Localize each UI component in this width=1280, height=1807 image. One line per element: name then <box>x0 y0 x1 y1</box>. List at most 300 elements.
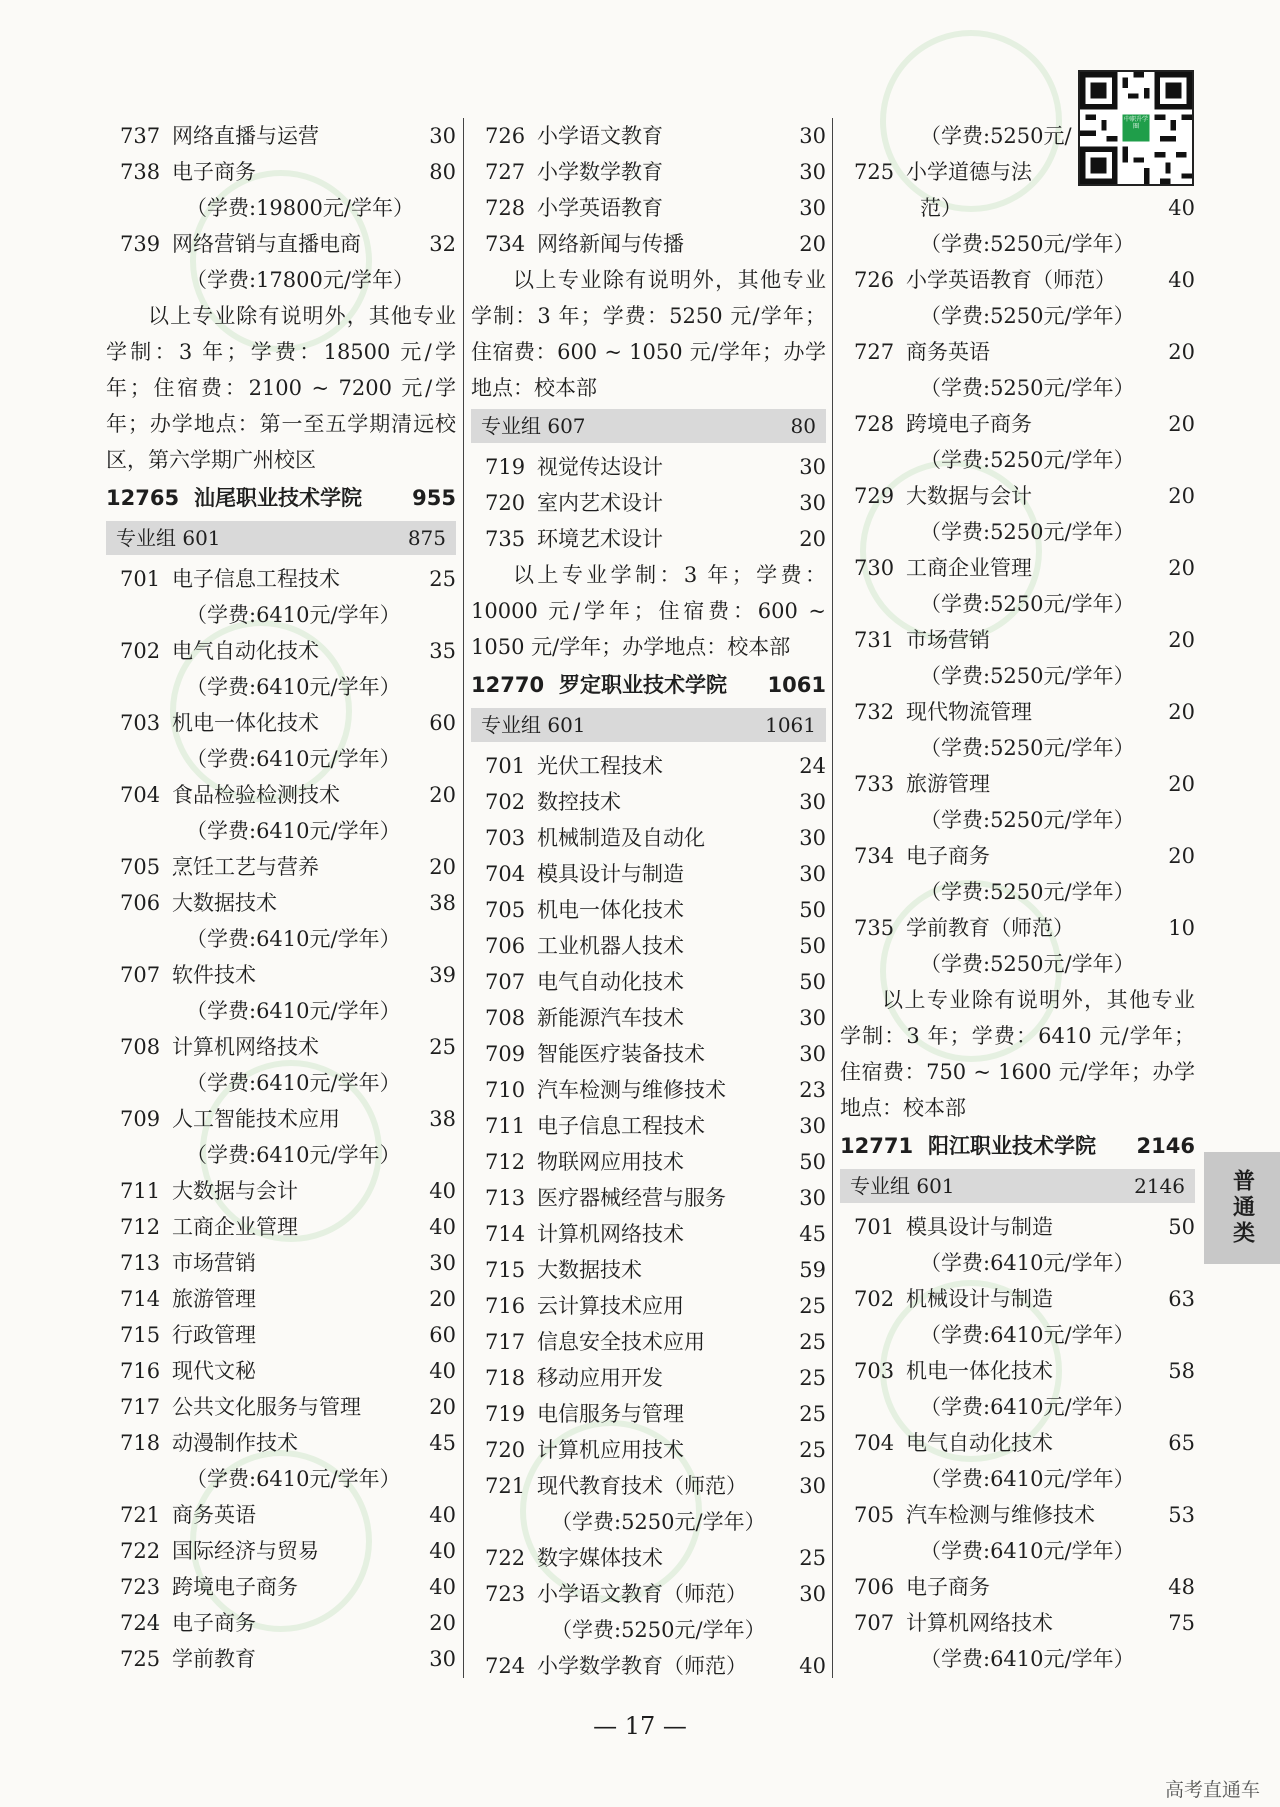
program-name: 室内艺术设计 <box>537 491 663 515</box>
program-quota: 25 <box>799 1366 826 1390</box>
program-quota: 30 <box>799 124 826 148</box>
program-name: 小学语文教育（师范） <box>537 1582 747 1606</box>
program-code: 713 <box>120 1251 161 1275</box>
program-row <box>471 1360 826 1396</box>
program-name: 机械设计与制造 <box>906 1287 1053 1311</box>
program-name: 小学英语教育 <box>537 196 663 220</box>
program-quota: 39 <box>429 963 456 987</box>
program-code: 729 <box>854 484 895 508</box>
school-header <box>471 665 826 705</box>
program-name-tail: 范） <box>920 196 962 220</box>
school-name: 阳江职业技术学院 <box>928 1134 1096 1158</box>
tuition-note: （学费:5250元/学年） <box>920 232 1135 256</box>
program-quota: 40 <box>799 1654 826 1678</box>
program-quota: 30 <box>799 1186 826 1210</box>
program-code: 705 <box>485 898 526 922</box>
program-name: 跨境电子商务 <box>172 1575 298 1599</box>
program-name: 机械制造及自动化 <box>537 826 705 850</box>
program-code: 701 <box>120 567 161 591</box>
program-code: 706 <box>485 934 526 958</box>
program-row <box>106 118 456 154</box>
program-quota: 63 <box>1168 1287 1195 1311</box>
program-code: 720 <box>485 491 526 515</box>
tuition-note: （学费:6410元/学年） <box>186 999 401 1023</box>
tuition-note: （学费:6410元/学年） <box>920 1539 1135 1563</box>
program-quota: 20 <box>429 1395 456 1419</box>
program-code: 707 <box>485 970 526 994</box>
program-name: 视觉传达设计 <box>537 455 663 479</box>
program-name: 人工智能技术应用 <box>172 1107 340 1131</box>
program-quota: 50 <box>799 934 826 958</box>
major-group-name: 专业组 601 <box>850 1174 955 1198</box>
program-code: 701 <box>854 1215 895 1239</box>
program-quota: 58 <box>1168 1359 1195 1383</box>
program-code: 728 <box>485 196 526 220</box>
program-quota: 30 <box>799 1582 826 1606</box>
program-row <box>840 478 1195 514</box>
program-code: 722 <box>485 1546 526 1570</box>
notes-paragraph: 以上专业学制：3 年；学费：10000 元/学年；住宿费：600 ~ 1050 元/学年；办学地点：校本部 <box>471 563 826 659</box>
program-code: 731 <box>854 628 895 652</box>
program-row <box>471 820 826 856</box>
program-code: 735 <box>485 527 526 551</box>
program-name: 机电一体化技术 <box>172 711 319 735</box>
program-code: 707 <box>120 963 161 987</box>
program-name: 医疗器械经营与服务 <box>537 1186 726 1210</box>
program-row <box>840 766 1195 802</box>
program-code: 711 <box>485 1114 526 1138</box>
program-quota: 80 <box>429 160 456 184</box>
program-code: 705 <box>120 855 161 879</box>
program-code: 739 <box>120 232 161 256</box>
program-quota: 38 <box>429 891 456 915</box>
program-quota: 38 <box>429 1107 456 1131</box>
program-name: 大数据技术 <box>172 891 277 915</box>
program-name: 机电一体化技术 <box>537 898 684 922</box>
program-quota: 25 <box>429 567 456 591</box>
program-row <box>106 1245 456 1281</box>
program-row <box>471 1036 826 1072</box>
program-code: 735 <box>854 916 895 940</box>
program-name: 汽车检测与维修技术 <box>906 1503 1095 1527</box>
program-name: 智能医疗装备技术 <box>537 1042 705 1066</box>
program-code: 718 <box>120 1431 161 1455</box>
program-row <box>471 485 826 521</box>
program-code: 738 <box>120 160 161 184</box>
tuition-note: （学费:5250元/学年） <box>551 1618 766 1642</box>
program-row <box>471 1396 826 1432</box>
major-group-quota: 80 <box>790 414 816 438</box>
program-row <box>471 226 826 262</box>
program-row <box>471 1540 826 1576</box>
program-code: 718 <box>485 1366 526 1390</box>
program-code: 721 <box>120 1503 161 1527</box>
program-name: 国际经济与贸易 <box>172 1539 319 1563</box>
program-code: 725 <box>120 1647 161 1671</box>
program-name: 云计算技术应用 <box>537 1294 684 1318</box>
program-row <box>471 154 826 190</box>
program-name: 计算机网络技术 <box>172 1035 319 1059</box>
tuition-note: （学费:6410元/学年） <box>920 1251 1135 1275</box>
tuition-note: （学费:5250元/学年） <box>920 736 1135 760</box>
program-quota: 53 <box>1168 1503 1195 1527</box>
program-row <box>471 1144 826 1180</box>
program-name: 计算机应用技术 <box>537 1438 684 1462</box>
program-quota: 48 <box>1168 1575 1195 1599</box>
program-row <box>106 1101 456 1137</box>
program-row <box>471 964 826 1000</box>
tuition-note: （学费:6410元/学年） <box>186 1467 401 1491</box>
program-row <box>840 1497 1195 1533</box>
program-code: 730 <box>854 556 895 580</box>
program-quota: 20 <box>429 855 456 879</box>
tuition-note: （学费:6410元/学年） <box>186 603 401 627</box>
program-quota: 60 <box>429 711 456 735</box>
program-code: 701 <box>485 754 526 778</box>
program-code: 726 <box>485 124 526 148</box>
program-code: 702 <box>854 1287 895 1311</box>
program-name: 数字媒体技术 <box>537 1546 663 1570</box>
program-code: 707 <box>854 1611 895 1635</box>
program-row <box>106 226 456 262</box>
program-name: 跨境电子商务 <box>906 412 1032 436</box>
program-row <box>106 1389 456 1425</box>
program-quota: 20 <box>1168 844 1195 868</box>
program-row <box>471 1108 826 1144</box>
notes-paragraph: 以上专业除有说明外，其他专业学制：3 年；学费：6410 元/学年；住宿费：750 ~ 1600 元/学年；办学地点：校本部 <box>840 988 1195 1120</box>
program-code: 712 <box>120 1215 161 1239</box>
program-name: 现代教育技术（师范） <box>537 1474 747 1498</box>
program-code: 726 <box>854 268 895 292</box>
program-row <box>471 1000 826 1036</box>
program-row <box>106 1497 456 1533</box>
program-quota: 25 <box>799 1402 826 1426</box>
program-name: 公共文化服务与管理 <box>172 1395 361 1419</box>
program-name: 计算机网络技术 <box>537 1222 684 1246</box>
major-group-bar <box>840 1169 1195 1203</box>
program-row <box>471 1648 826 1684</box>
program-name: 旅游管理 <box>906 772 990 796</box>
program-name: 软件技术 <box>172 963 256 987</box>
program-code: 725 <box>854 160 895 184</box>
program-quota: 20 <box>1168 628 1195 652</box>
program-code: 703 <box>485 826 526 850</box>
program-quota: 40 <box>429 1575 456 1599</box>
program-name: 物联网应用技术 <box>537 1150 684 1174</box>
program-row <box>106 1569 456 1605</box>
program-row <box>106 1281 456 1317</box>
program-row <box>471 856 826 892</box>
program-quota: 20 <box>1168 340 1195 364</box>
program-quota: 59 <box>799 1258 826 1282</box>
program-code: 715 <box>120 1323 161 1347</box>
program-code: 708 <box>120 1035 161 1059</box>
school-quota: 2146 <box>1136 1134 1195 1158</box>
program-row <box>840 694 1195 730</box>
school-code: 12765 <box>106 486 180 510</box>
program-name: 行政管理 <box>172 1323 256 1347</box>
major-group-quota: 2146 <box>1134 1174 1185 1198</box>
program-name: 烹饪工艺与营养 <box>172 855 319 879</box>
program-row <box>106 1353 456 1389</box>
program-quota: 50 <box>799 898 826 922</box>
program-row <box>840 550 1195 586</box>
tuition-note: （学费:6410元/学年） <box>186 1143 401 1167</box>
program-quota: 40 <box>429 1539 456 1563</box>
tuition-note: （学费:6410元/学年） <box>186 1071 401 1095</box>
program-code: 712 <box>485 1150 526 1174</box>
program-name: 电气自动化技术 <box>537 970 684 994</box>
program-row <box>106 154 456 190</box>
program-row <box>471 1180 826 1216</box>
program-name: 机电一体化技术 <box>906 1359 1053 1383</box>
program-name: 网络直播与运营 <box>172 124 319 148</box>
program-row <box>106 849 456 885</box>
program-name: 大数据与会计 <box>172 1179 298 1203</box>
program-name: 电信服务与管理 <box>537 1402 684 1426</box>
program-row <box>840 334 1195 370</box>
tuition-note: （学费:5250元/学年） <box>551 1510 766 1534</box>
program-code: 723 <box>485 1582 526 1606</box>
program-code: 708 <box>485 1006 526 1030</box>
program-code: 704 <box>854 1431 895 1455</box>
major-group-bar <box>106 521 456 555</box>
program-quota: 50 <box>1168 1215 1195 1239</box>
tuition-note: （学费:5250元/学年） <box>920 592 1135 616</box>
program-quota: 40 <box>429 1503 456 1527</box>
program-quota: 30 <box>799 1474 826 1498</box>
program-row <box>840 910 1195 946</box>
program-quota: 25 <box>799 1330 826 1354</box>
program-code: 733 <box>854 772 895 796</box>
program-name: 网络营销与直播电商 <box>172 232 361 256</box>
program-row <box>106 1173 456 1209</box>
program-code: 727 <box>854 340 895 364</box>
program-code: 721 <box>485 1474 526 1498</box>
program-name: 计算机网络技术 <box>906 1611 1053 1635</box>
program-code: 723 <box>120 1575 161 1599</box>
tuition-note: （学费:6410元/学年） <box>920 1323 1135 1347</box>
program-name: 电子商务 <box>172 160 256 184</box>
program-row <box>840 262 1195 298</box>
program-quota: 23 <box>799 1078 826 1102</box>
program-row <box>106 1641 456 1677</box>
column-2 <box>471 118 826 1684</box>
category-tab: 普通类 <box>1204 1152 1280 1264</box>
major-group-bar <box>471 409 826 443</box>
program-name: 环境艺术设计 <box>537 527 663 551</box>
program-code: 709 <box>485 1042 526 1066</box>
program-name: 小学数学教育（师范） <box>537 1654 747 1678</box>
program-row <box>471 1576 826 1612</box>
program-quota: 30 <box>799 862 826 886</box>
program-code: 732 <box>854 700 895 724</box>
program-name: 市场营销 <box>906 628 990 652</box>
program-name: 小学数学教育 <box>537 160 663 184</box>
program-row <box>840 406 1195 442</box>
program-code: 719 <box>485 455 526 479</box>
program-quota: 20 <box>429 1611 456 1635</box>
program-quota: 75 <box>1168 1611 1195 1635</box>
tuition-note: （学费:17800元/学年） <box>186 268 414 292</box>
program-row <box>471 1252 826 1288</box>
program-code: 717 <box>485 1330 526 1354</box>
tuition-note: （学费:6410元/学年） <box>186 675 401 699</box>
major-group-name: 专业组 601 <box>116 526 221 550</box>
school-name: 罗定职业技术学院 <box>559 673 727 697</box>
program-quota: 60 <box>429 1323 456 1347</box>
program-quota: 20 <box>429 1287 456 1311</box>
program-row <box>840 1209 1195 1245</box>
program-row <box>106 705 456 741</box>
school-quota: 1061 <box>767 673 826 697</box>
school-name: 汕尾职业技术学院 <box>194 486 362 510</box>
program-quota: 20 <box>799 232 826 256</box>
corner-watermark: 高考直通车 <box>1164 1779 1260 1801</box>
program-name: 数控技术 <box>537 790 621 814</box>
program-code: 715 <box>485 1258 526 1282</box>
program-row <box>840 1281 1195 1317</box>
school-code: 12771 <box>840 1134 914 1158</box>
program-row <box>840 622 1195 658</box>
program-row <box>106 561 456 597</box>
program-row <box>840 1353 1195 1389</box>
program-row <box>471 784 826 820</box>
program-quota: 30 <box>429 1251 456 1275</box>
program-name: 大数据技术 <box>537 1258 642 1282</box>
tuition-note: （学费:5250元/学年） <box>920 664 1135 688</box>
program-quota: 20 <box>1168 700 1195 724</box>
program-quota: 30 <box>799 826 826 850</box>
tuition-note: （学费:6410元/学年） <box>186 927 401 951</box>
program-name: 模具设计与制造 <box>537 862 684 886</box>
program-code: 722 <box>120 1539 161 1563</box>
program-quota: 20 <box>429 783 456 807</box>
program-name: 信息安全技术应用 <box>537 1330 705 1354</box>
program-name: 动漫制作技术 <box>172 1431 298 1455</box>
program-row <box>471 928 826 964</box>
program-code: 724 <box>485 1654 526 1678</box>
program-name: 光伏工程技术 <box>537 754 663 778</box>
tuition-note: （学费:6410元/学年） <box>920 1395 1135 1419</box>
program-name: 食品检验检测技术 <box>172 783 340 807</box>
program-row <box>471 190 826 226</box>
tuition-note: （学费:6410元/学年） <box>920 1647 1135 1671</box>
program-quota: 25 <box>799 1546 826 1570</box>
program-quota: 40 <box>429 1179 456 1203</box>
program-quota: 30 <box>799 160 826 184</box>
program-quota: 45 <box>799 1222 826 1246</box>
program-name: 移动应用开发 <box>537 1366 663 1390</box>
program-code: 734 <box>485 232 526 256</box>
program-quota: 40 <box>429 1359 456 1383</box>
program-name: 学前教育（师范） <box>906 916 1074 940</box>
program-row <box>471 521 826 557</box>
program-quota: 30 <box>429 1647 456 1671</box>
tuition-note: （学费:5250元/学年） <box>920 808 1135 832</box>
program-row <box>840 1425 1195 1461</box>
program-code: 709 <box>120 1107 161 1131</box>
tuition-note: （学费:6410元/学年） <box>186 747 401 771</box>
program-name: 学前教育 <box>172 1647 256 1671</box>
program-row <box>840 1605 1195 1641</box>
program-code: 717 <box>120 1395 161 1419</box>
program-name: 新能源汽车技术 <box>537 1006 684 1030</box>
page-number: — 17 — <box>593 1712 687 1740</box>
program-row <box>471 449 826 485</box>
program-row <box>106 1317 456 1353</box>
program-quota: 32 <box>429 232 456 256</box>
program-code: 706 <box>854 1575 895 1599</box>
program-code: 719 <box>485 1402 526 1426</box>
program-code: 724 <box>120 1611 161 1635</box>
program-code: 711 <box>120 1179 161 1203</box>
program-row <box>471 1288 826 1324</box>
program-row <box>106 1533 456 1569</box>
program-quota: 10 <box>1168 916 1195 940</box>
program-row <box>106 633 456 669</box>
program-row <box>471 1324 826 1360</box>
major-group-name: 专业组 601 <box>481 713 586 737</box>
program-row <box>471 1468 826 1504</box>
program-quota: 45 <box>429 1431 456 1455</box>
column-divider-2 <box>832 118 833 1678</box>
program-quota: 20 <box>1168 772 1195 796</box>
program-quota: 40 <box>1168 196 1195 220</box>
tuition-note: （学费:6410元/学年） <box>186 819 401 843</box>
program-code: 703 <box>120 711 161 735</box>
program-name-continued <box>840 190 1195 226</box>
school-quota: 955 <box>412 486 456 510</box>
program-code: 714 <box>485 1222 526 1246</box>
program-quota: 35 <box>429 639 456 663</box>
program-row <box>106 885 456 921</box>
program-name: 小学英语教育（师范） <box>906 268 1116 292</box>
major-group-bar <box>471 708 826 742</box>
program-name: 小学语文教育 <box>537 124 663 148</box>
tuition-note: （学费:19800元/学年） <box>186 196 414 220</box>
program-name: 工商企业管理 <box>906 556 1032 580</box>
program-code: 716 <box>485 1294 526 1318</box>
program-name: 电子商务 <box>172 1611 256 1635</box>
program-quota: 30 <box>799 790 826 814</box>
program-code: 706 <box>120 891 161 915</box>
program-quota: 65 <box>1168 1431 1195 1455</box>
school-code: 12770 <box>471 673 545 697</box>
program-quota: 25 <box>799 1294 826 1318</box>
program-row <box>471 1072 826 1108</box>
major-group-quota: 1061 <box>765 713 816 737</box>
program-quota: 20 <box>1168 412 1195 436</box>
program-quota: 24 <box>799 754 826 778</box>
program-code: 720 <box>485 1438 526 1462</box>
program-code: 710 <box>485 1078 526 1102</box>
program-code: 734 <box>854 844 895 868</box>
qr-code[interactable] <box>1078 70 1194 186</box>
program-quota: 20 <box>799 527 826 551</box>
program-name: 大数据与会计 <box>906 484 1032 508</box>
program-name: 商务英语 <box>906 340 990 364</box>
program-name: 小学道德与法 <box>906 160 1032 184</box>
tuition-note: （学费:5250元/学年） <box>920 304 1135 328</box>
program-quota: 25 <box>429 1035 456 1059</box>
program-row <box>106 1605 456 1641</box>
program-code: 728 <box>854 412 895 436</box>
program-name: 模具设计与制造 <box>906 1215 1053 1239</box>
program-name: 工商企业管理 <box>172 1215 298 1239</box>
program-row <box>471 1216 826 1252</box>
program-row <box>840 838 1195 874</box>
